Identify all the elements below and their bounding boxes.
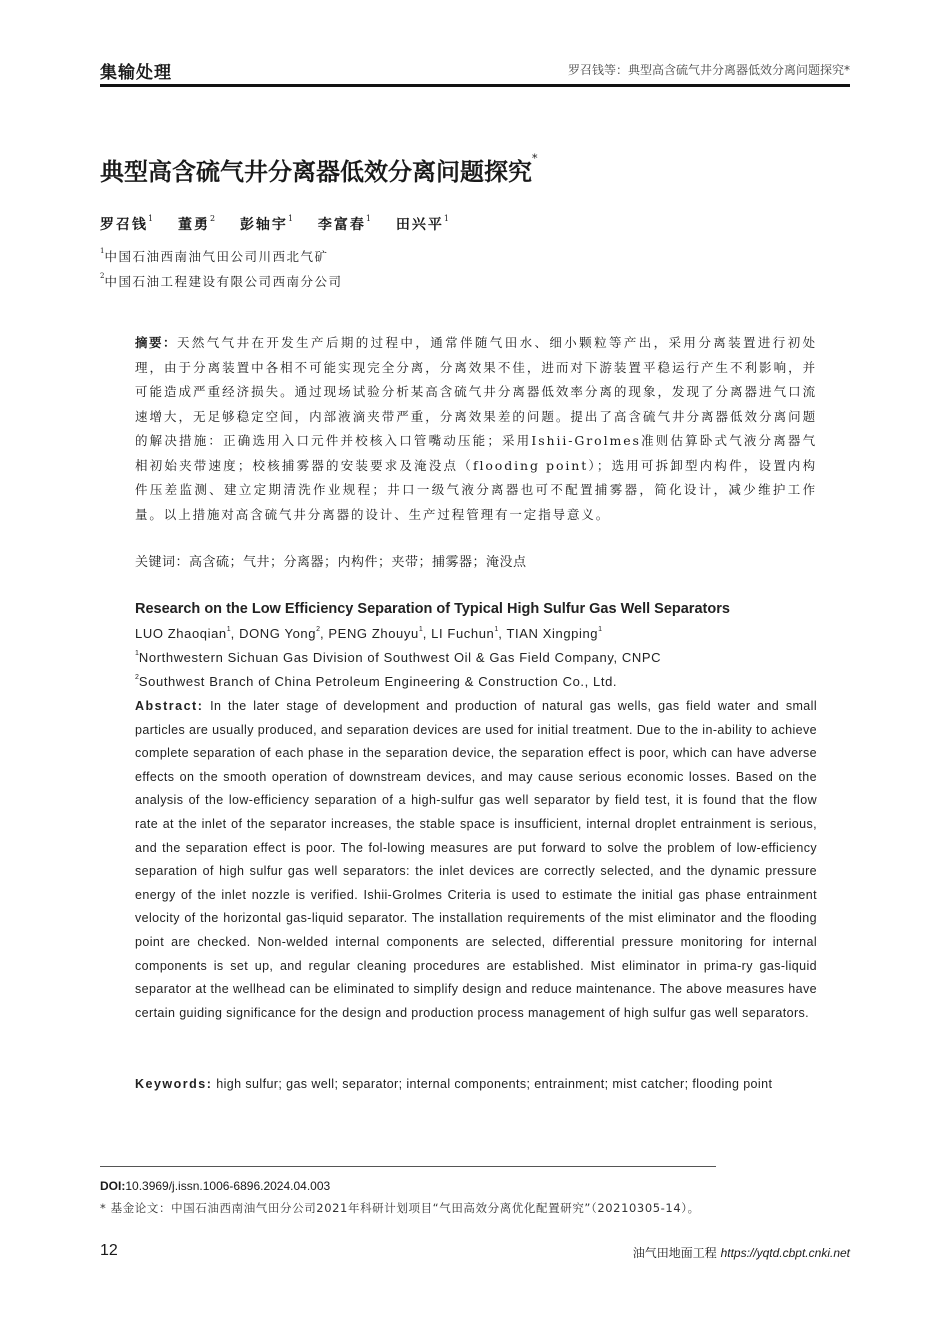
doi-value: 10.3969/j.issn.1006-6896.2024.04.003 [125, 1179, 331, 1193]
abstract-text: In the later stage of development and production of natural gas wells, gas field water and small particles are usually produced, and separation devices are used for initial treatment. Due to the in-ability to achieve complete separation of each phase in the separation device, the separation effect is poor, which can have adverse effects on the smooth operation of downstream devices, and may cause serious economic losses. Based on the analysis of the low-efficiency separation of a high-sulfur gas well separator by field test, it is found that the flow rate at the inlet of the separator increases, the stable space is insufficient, internal droplet entrainment is serious, and the separation effect is poor. The fol-lowing measures are put forward to solve the problem of low-efficiency separation of high sulfur gas well separators: the inlet devices are correctly selected, and the dynamic pressure energy of the inlet nozzle is verified. Ishii-Grolmes Criteria is used to estimate the initial gas phase entrainment velocity of the horizontal gas-liquid separator. The installation requirements of the mist eliminator and the flooding point are checked. Non-welded internal components are selected, differential pressure monitoring for internal components is set up, and regular cleaning procedures are established. Mist eliminator in prima-ry gas-liquid separator at the wellhead can be eliminated to simplify design and reduce maintenance. The above measures have certain guiding significance for the design and production process management of high sulfur gas well separators. [135, 699, 818, 1020]
english-abstract [135, 695, 817, 1025]
paper-title-text: 典型高含硫气井分离器低效分离问题探究 [100, 157, 532, 186]
english-affiliation: $^1$Northwestern Sichuan Gas Division of Southwest Oil & Gas Field Company, CNPC [135, 650, 662, 665]
author: PENG Zhouyu$^1$, [328, 626, 432, 641]
author: 田兴平$^1$ [395, 214, 449, 233]
title-footnote-mark: * [532, 152, 538, 165]
chinese-abstract [135, 331, 817, 527]
english-keywords [135, 1073, 817, 1097]
doi-line [100, 1179, 330, 1193]
author: 罗召钱$^1$ [100, 214, 154, 233]
journal-section-label: 集输处理 [100, 63, 172, 83]
keywords-text: 高含硫；气井；分离器；内构件；夹带；捕雾器；淹没点 [189, 555, 527, 570]
footer-journal [633, 1244, 850, 1261]
footnote-rule [100, 1166, 716, 1167]
abstract-label: 摘要： [135, 335, 177, 350]
author-list [100, 214, 467, 234]
footer-url[interactable]: https://yqtd.cbpt.cnki.net [720, 1246, 850, 1260]
affiliation: $^1$中国石油西南油气田公司川西北气矿 [100, 247, 329, 264]
keywords-label: Keywords: [135, 1077, 213, 1091]
running-title: 罗召钱等：典型高含硫气井分离器低效分离问题探究* [567, 63, 850, 77]
page-header [100, 58, 850, 87]
doi-label: DOI: [100, 1179, 126, 1193]
author: LI Fuchun$^1$, [431, 626, 507, 641]
paper-title [100, 152, 538, 187]
english-author-list [135, 626, 817, 641]
abstract-label: Abstract: [135, 699, 204, 713]
abstract-text: 天然气气井在开发生产后期的过程中，通常伴随气田水、细小颗粒等产出，采用分离装置进行初处理，由于分离装置中各相不可能实现完全分离，分离效果不佳，进而对下游装置平稳运行产生不利影响，并可能造成严重经济损失。通过现场试验分析某高含硫气井分离器低效率分离的现象，发现了分离器进气口流速增大，无足够稳定空间，内部液滴夹带严重，分离效果差的问题。提出了高含硫气井分离器低效分离问题的解决措施：正确选用入口元件并校核入口管嘴动压能；采用Ishii-Grolmes准则估算卧式气液分离器气相初始夹带速度；校核捕雾器的安装要求及淹没点（flooding point）；选用可拆卸型内构件，设置内构件压差监测、建立定期清洗作业规程；井口一级气液分离器也可不配置捕雾器，简化设计，减少维护工作量。以上措施对高含硫气井分离器的设计、生产过程管理有一定指导意义。 [135, 335, 817, 522]
chinese-keywords [135, 551, 817, 575]
author: LUO Zhaoqian$^1$, [135, 626, 240, 641]
funding-note: * 基金论文：中国石油西南油气田分公司2021年科研计划项目“气田高效分离优化配置研究”（20210305-14）。 [100, 1201, 700, 1215]
author: DONG Yong$^2$, [239, 626, 329, 641]
keywords-label: 关键词： [135, 555, 190, 570]
keywords-text: high sulfur; gas well; separator; internal components; entrainment; mist catcher; flooding point [216, 1077, 773, 1091]
author: TIAN Xingping$^1$ [506, 626, 603, 641]
footer-journal-name: 油气田地面工程 [632, 1246, 717, 1260]
english-title: Research on the Low Efficiency Separation of Typical High Sulfur Gas Well Separators [135, 601, 730, 617]
english-affiliation: $^2$Southwest Branch of China Petroleum Engineering & Construction Co., Ltd. [135, 674, 618, 689]
author: 董勇$^2$ [177, 214, 216, 233]
author: 李富春$^1$ [317, 214, 371, 233]
author: 彭轴宇$^1$ [239, 214, 294, 233]
page-number: 12 [100, 1242, 118, 1259]
affiliation: $^2$中国石油工程建设有限公司西南分公司 [100, 272, 343, 289]
